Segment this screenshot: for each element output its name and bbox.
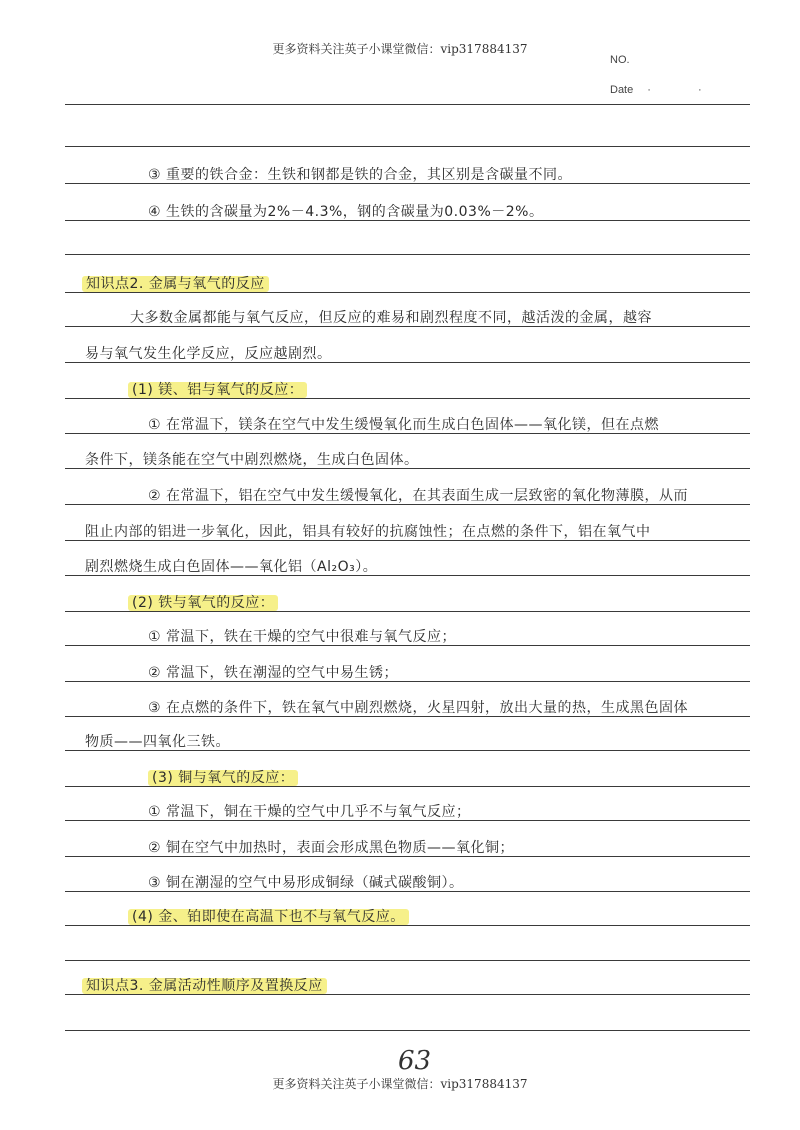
- section-heading: [82, 975, 327, 995]
- date-dots: · ·: [647, 84, 724, 96]
- ruled-line: [65, 146, 750, 147]
- note-line: ③ 在点燃的条件下，铁在氧气中剧烈燃烧，火星四射，放出大量的热，生成黑色固体: [148, 700, 688, 716]
- ruled-line: [65, 960, 750, 961]
- sub-heading: [148, 767, 298, 787]
- highlighted-heading-text: 知识点2. 金属与氧气的反应: [82, 276, 269, 292]
- highlighted-subheading-text: (1) 镁、铝与氧气的反应：: [128, 382, 307, 398]
- date-label-text: Date: [610, 84, 634, 96]
- highlighted-subheading-text: (4) 金、铂即使在高温下也不与氧气反应。: [128, 909, 409, 925]
- sub-heading: [128, 379, 307, 399]
- page-number: 63: [398, 1046, 432, 1076]
- note-line: ① 常温下，铜在干燥的空气中几乎不与氧气反应；: [148, 804, 471, 820]
- ruled-line: [65, 104, 750, 105]
- note-line: 阻止内部的铝进一步氧化，因此，铝具有较好的抗腐蚀性；在点燃的条件下，铝在氧气中: [85, 524, 651, 540]
- ruled-line: [65, 1030, 750, 1031]
- note-line: 条件下，镁条能在空气中剧烈燃烧，生成白色固体。: [85, 452, 419, 468]
- highlighted-heading-text: 知识点3. 金属活动性顺序及置换反应: [82, 978, 327, 994]
- note-line: ③ 重要的铁合金：生铁和钢都是铁的合金，其区别是含碳量不同。: [148, 167, 572, 183]
- note-line: ② 常温下，铁在潮湿的空气中易生锈；: [148, 665, 398, 681]
- footer-watermark-text: 更多资料关注英子小课堂微信：vip317884137: [272, 1077, 528, 1091]
- note-line: 剧烈燃烧生成白色固体——氧化铝（Al₂O₃）。: [85, 559, 378, 575]
- note-line: 物质——四氧化三铁。: [85, 734, 230, 750]
- sub-heading: [128, 906, 409, 926]
- note-line: ② 在常温下，铝在空气中发生缓慢氧化，在其表面生成一层致密的氧化物薄膜，从而: [148, 488, 688, 504]
- note-line: 易与氧气发生化学反应，反应越剧烈。: [85, 346, 332, 362]
- note-line: ③ 铜在潮湿的空气中易形成铜绿（碱式碳酸铜）。: [148, 875, 464, 891]
- note-line: ① 在常温下，镁条在空气中发生缓慢氧化而生成白色固体——氧化镁，但在点燃: [148, 417, 659, 433]
- note-line: ① 常温下，铁在干燥的空气中很难与氧气反应；: [148, 629, 456, 645]
- note-line: ② 铜在空气中加热时，表面会形成黑色物质——氧化铜；: [148, 840, 514, 856]
- sub-heading: [128, 592, 278, 612]
- section-heading: [82, 273, 269, 293]
- highlighted-subheading-text: (2) 铁与氧气的反应：: [128, 595, 278, 611]
- note-line: ④ 生铁的含碳量为2%－4.3%，钢的含碳量为0.03%－2%。: [148, 204, 544, 220]
- highlighted-subheading-text: (3) 铜与氧气的反应：: [148, 770, 298, 786]
- header-watermark-text: 更多资料关注英子小课堂微信：vip317884137: [272, 42, 528, 56]
- note-line: 大多数金属都能与氧气反应，但反应的难易和剧烈程度不同，越活泼的金属，越容: [130, 310, 652, 326]
- no-label: NO.: [610, 54, 630, 66]
- ruled-line: [65, 254, 750, 255]
- date-label: [610, 84, 724, 96]
